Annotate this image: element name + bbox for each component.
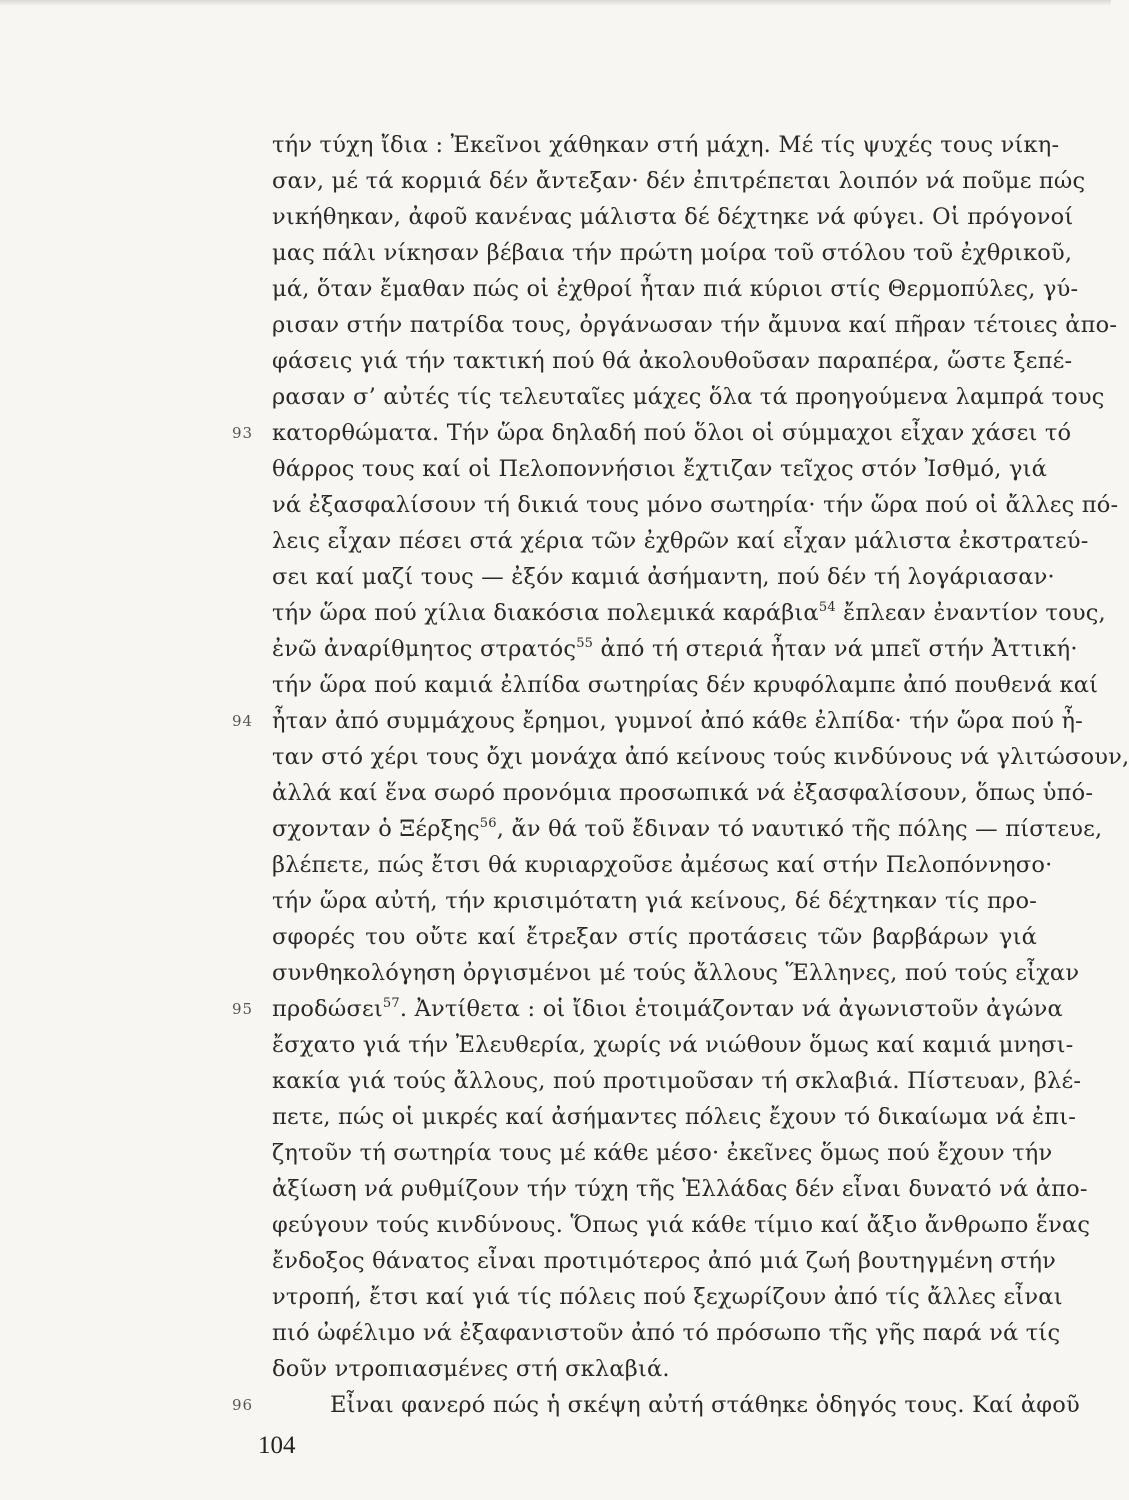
text-line bbox=[272, 811, 1103, 847]
footnote-ref: 55 bbox=[576, 636, 594, 651]
text-segment: ἀπό τή στεριά ἦταν νά μπεῖ στήν Ἀττική· bbox=[593, 636, 1078, 662]
text-line: φάσεις γιά τήν τακτική πού θά ἀκολουθοῦσαν παραπέρα, ὥστε ξεπέ- bbox=[272, 348, 1073, 374]
text-segment: . Ἀντίθετα : οἱ ἴδιοι ἑτοιμάζονταν νά ἀγωνιστοῦν ἀγώνα bbox=[399, 996, 1063, 1022]
text-line bbox=[272, 991, 1063, 1027]
text-line: πιό ὠφέλιμο νά ἐξαφανιστοῦν ἀπό τό πρόσωπο τῆς γῆς παρά νά τίς bbox=[272, 1320, 1061, 1346]
footnote-ref: 57 bbox=[382, 996, 400, 1011]
text-line: ἦταν ἀπό συμμάχους ἔρημοι, γυμνοί ἀπό κάθε ἐλπίδα· τήν ὥρα πού ἦ- bbox=[272, 708, 1083, 734]
text-line: λεις εἶχαν πέσει στά χέρια τῶν ἐχθρῶν καί εἶχαν μάλιστα ἐκστρατεύ- bbox=[272, 528, 1089, 554]
margin-section-number: 95 bbox=[232, 1000, 254, 1018]
text-line: τήν ὥρα αὐτή, τήν κρισιμότατη γιά κείνους, δέ δέχτηκαν τίς προ- bbox=[272, 888, 1037, 914]
text-line: φεύγουν τούς κινδύνους. Ὅπως γιά κάθε τίμιο καί ἄξιο ἄνθρωπο ἕνας bbox=[272, 1212, 1091, 1238]
footnote-ref: 54 bbox=[818, 600, 836, 615]
text-line: κατορθώματα. Τήν ὥρα δηλαδή πού ὅλοι οἱ σύμμαχοι εἶχαν χάσει τό bbox=[272, 420, 1072, 446]
text-line: ταν στό χέρι τους ὄχι μονάχα ἀπό κείνους τούς κινδύνους νά γλιτώσουν, bbox=[272, 744, 1129, 770]
text-line: κακία γιά τούς ἄλλους, πού προτιμοῦσαν τή σκλαβιά. Πίστευαν, βλέ- bbox=[272, 1068, 1082, 1094]
text-line: τήν τύχη ἴδια : Ἐκεῖνοι χάθηκαν στή μάχη. Μέ τίς ψυχές τους νίκη- bbox=[272, 132, 1060, 158]
text-line: ἀλλά καί ἕνα σωρό προνόμια προσωπικά νά ἐξασφαλίσουν, ὅπως ὑπό- bbox=[272, 780, 1094, 806]
text-segment: , ἄν θά τοῦ ἔδιναν τό ναυτικό τῆς πόλης — πίστευε, bbox=[496, 816, 1103, 842]
text-line: Εἶναι φανερό πώς ἡ σκέψη αὐτή στάθηκε ὁδηγός τους. Καί ἀφοῦ bbox=[330, 1392, 1080, 1418]
text-line: νικήθηκαν, ἀφοῦ κανένας μάλιστα δέ δέχτηκε νά φύγει. Οἱ πρόγονοί bbox=[272, 204, 1074, 230]
text-segment: σχονταν ὁ Ξέρξης bbox=[272, 816, 480, 842]
text-line: μας πάλι νίκησαν βέβαια τήν πρώτη μοίρα τοῦ στόλου τοῦ ἐχθρικοῦ, bbox=[272, 240, 1073, 266]
text-line: ρασαν σ’ αὐτές τίς τελευταῖες μάχες ὅλα τά προηγούμενα λαμπρά τους bbox=[272, 384, 1105, 410]
text-line: θάρρος τους καί οἱ Πελοποννήσιοι ἔχτιζαν τεῖχος στόν Ἰσθμό, γιά bbox=[272, 456, 1048, 482]
page-number: 104 bbox=[258, 1432, 296, 1459]
text-line bbox=[272, 631, 1078, 667]
footnote-ref: 56 bbox=[479, 816, 497, 831]
text-line: ἔσχατο γιά τήν Ἐλευθερία, χωρίς νά νιώθουν ὅμως καί καμιά μνησι- bbox=[272, 1032, 1074, 1058]
text-line: ἔνδοξος θάνατος εἶναι προτιμότερος ἀπό μιά ζωή βουτηγμένη στήν bbox=[272, 1248, 1057, 1274]
text-line: ντροπή, ἔτσι καί γιά τίς πόλεις πού ξεχωρίζουν ἀπό τίς ἄλλες εἶναι bbox=[272, 1284, 1063, 1310]
text-line: συνθηκολόγηση ὀργισμένοι μέ τούς ἄλλους Ἕλληνες, πού τούς εἶχαν bbox=[272, 960, 1080, 986]
text-line: βλέπετε, πώς ἔτσι θά κυριαρχοῦσε ἀμέσως καί στήν Πελοπόννησο· bbox=[272, 852, 1053, 878]
text-line: σαν, μέ τά κορμιά δέν ἄντεξαν· δέν ἐπιτρέπεται λοιπόν νά ποῦμε πώς bbox=[272, 168, 1086, 194]
margin-section-number: 93 bbox=[232, 424, 254, 442]
text-line: πετε, πώς οἱ μικρές καί ἀσήμαντες πόλεις ἔχουν τό δικαίωμα νά ἐπι- bbox=[272, 1104, 1077, 1130]
text-line: σει καί μαζί τους — ἐξόν καμιά ἀσήμαντη, πού δέν τή λογάριασαν· bbox=[272, 564, 1055, 590]
text-line: δοῦν ντροπιασμένες στή σκλαβιά. bbox=[272, 1356, 670, 1382]
text-line: νά ἐξασφαλίσουν τή δικιά τους μόνο σωτηρία· τήν ὥρα πού οἱ ἄλλες πό- bbox=[272, 492, 1119, 518]
margin-section-number: 96 bbox=[232, 1396, 254, 1414]
text-line: ἀξίωση νά ρυθμίζουν τήν τύχη τῆς Ἑλλάδας δέν εἶναι δυνατό νά ἀπο- bbox=[272, 1176, 1088, 1202]
text-segment: προδώσει bbox=[272, 996, 383, 1022]
text-line: τήν ὥρα πού καμιά ἐλπίδα σωτηρίας δέν κρυφόλαμπε ἀπό πουθενά καί bbox=[272, 672, 1099, 698]
text-segment: τήν ὥρα πού χίλια διακόσια πολεμικά καράβια bbox=[272, 600, 819, 626]
text-segment: ἔπλεαν ἐναντίον τους, bbox=[835, 600, 1106, 626]
text-line bbox=[272, 595, 1106, 631]
text-line: ζητοῦν τή σωτηρία τους μέ κάθε μέσο· ἐκεῖνες ὅμως πού ἔχουν τήν bbox=[272, 1140, 1053, 1166]
text-line: ρισαν στήν πατρίδα τους, ὀργάνωσαν τήν ἄμυνα καί πῆραν τέτοιες ἀπο- bbox=[272, 312, 1118, 338]
text-line: μά, ὅταν ἔμαθαν πώς οἱ ἐχθροί ἦταν πιά κύριοι στίς Θερμοπύλες, γύ- bbox=[272, 276, 1079, 302]
text-line: σφορές του οὔτε καί ἔτρεξαν στίς προτάσεις τῶν βαρβάρων γιά bbox=[272, 924, 1037, 950]
text-segment: ἐνῶ ἀναρίθμητος στρατός bbox=[272, 636, 577, 662]
margin-section-number: 94 bbox=[232, 712, 254, 730]
